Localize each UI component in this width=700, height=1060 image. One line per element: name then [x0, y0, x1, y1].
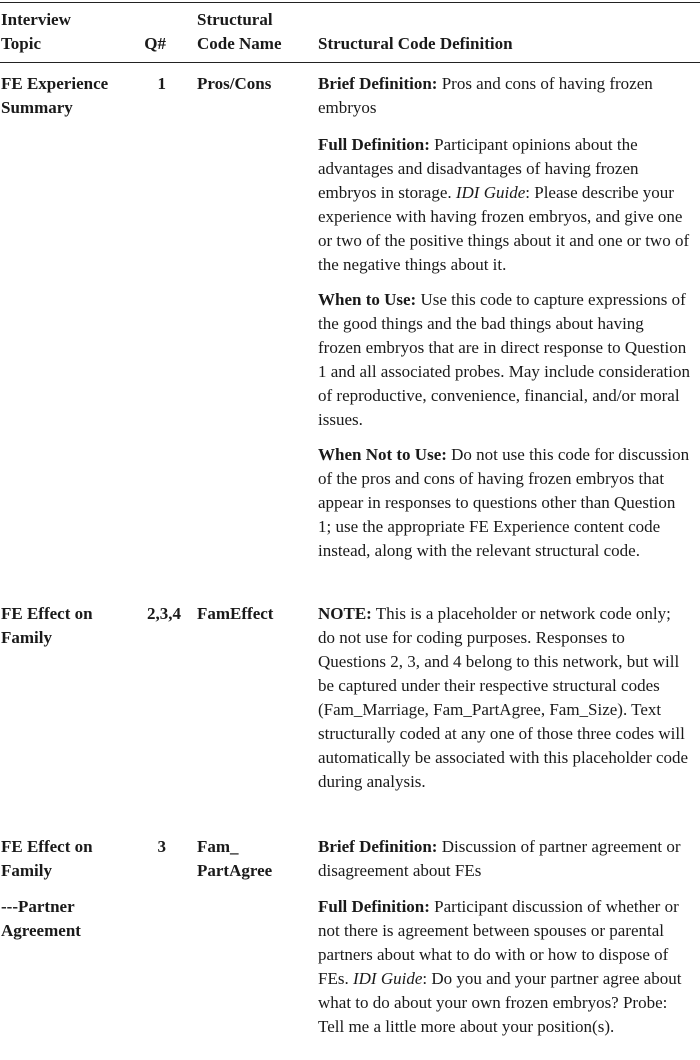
row2-topic	[1, 602, 135, 650]
row1-topic-line1: FE Experience	[1, 74, 109, 93]
header-name-line2: Code Name	[197, 34, 282, 53]
row1-when-to-use	[318, 288, 690, 432]
row3-topic-line2: Family	[1, 861, 52, 880]
row1-full-guide: IDI Guide	[455, 183, 526, 202]
header-definition: Structural Code Definition	[318, 34, 513, 53]
row3-full-text-1: Participant discussion of whether or not there is agreement between spouses or parental partners about what to do with or how to dispose of FEs.	[318, 897, 679, 988]
row1-full-label: Full Definition:	[318, 135, 430, 154]
row3-full-guide: IDI Guide	[352, 969, 423, 988]
row1-brief-text: Pros and cons of having frozen embryos	[318, 74, 653, 117]
header-topic-line1: Interview	[1, 10, 71, 29]
row3-q: 3	[157, 837, 166, 856]
header-name	[197, 8, 315, 56]
row3-full-label: Full Definition:	[318, 897, 430, 916]
row1-full-text-1: Participant opinions about the advantages and disadvantages of having frozen embryos in storage.	[318, 135, 639, 202]
row1-when-text: Use this code to capture expressions of the good things and the bad things about having frozen embryos that are in direct response to Question 1 and all associated probes. May include consideration of reproductive, convenience, financial, and/or moral issues.	[318, 290, 690, 429]
row2-note-label: NOTE:	[318, 604, 372, 623]
row2-code-name: FamEffect	[197, 604, 274, 623]
row2-topic-line2: Family	[1, 628, 52, 647]
row1-q: 1	[157, 74, 166, 93]
row3-brief-label: Brief Definition:	[318, 837, 438, 856]
row1-when-not-to-use	[318, 443, 690, 563]
row2-note	[318, 602, 690, 794]
row3-topic-line1: FE Effect on	[1, 837, 93, 856]
row1-full-definition	[318, 133, 690, 277]
row3-brief-definition	[318, 835, 690, 883]
row1-brief-definition	[318, 72, 690, 120]
row3-subtopic	[1, 895, 135, 943]
header-bottom-rule	[0, 62, 700, 63]
row3-sub-line1: ---Partner	[1, 897, 75, 916]
row2-topic-line1: FE Effect on	[1, 604, 93, 623]
row3-sub-line2: Agreement	[1, 921, 81, 940]
row2-note-text: This is a placeholder or network code only; do not use for coding purposes. Responses to Questions 2, 3, and 4 belong to this network, but will be captured under their respective structural codes (Fam_Marriage, Fam_PartAgree, Fam_Size). Text structurally coded at any one of those three codes will automatically be associated with this placeholder code during analysis.	[318, 604, 689, 791]
header-name-line1: Structural	[197, 10, 273, 29]
row1-when-label: When to Use:	[318, 290, 417, 309]
row1-whennot-label: When Not to Use:	[318, 445, 447, 464]
row2-q: 2,3,4	[147, 604, 181, 623]
row1-brief-label: Brief Definition:	[318, 74, 438, 93]
row3-name-line2: PartAgree	[197, 861, 273, 880]
row1-topic-line2: Summary	[1, 98, 73, 117]
row3-full-text-2: : Do you and your partner agree about what to do about your own frozen embryos? Probe: Tell me a little more about your position(s).	[318, 969, 682, 1036]
row3-code-name	[197, 835, 315, 883]
row3-topic	[1, 835, 135, 883]
header-q: Q#	[144, 34, 166, 53]
row3-name-line1: Fam_	[197, 837, 239, 856]
table-top-rule	[0, 2, 700, 3]
row3-full-definition	[318, 895, 690, 1039]
row1-topic	[1, 72, 135, 120]
row1-whennot-text: Do not use this code for discussion of the pros and cons of having frozen embryos that appear in responses to questions other than Question 1; use the appropriate FE Experience content code instead, along with the relevant structural code.	[318, 445, 690, 560]
header-topic-line2: Topic	[1, 34, 42, 53]
row1-full-text-2: : Please describe your experience with having frozen embryos, and give one or two of the positive things about it and one or two of the negative things about it.	[318, 183, 690, 274]
header-topic	[1, 8, 135, 56]
row1-code-name: Pros/Cons	[197, 74, 272, 93]
row3-brief-text: Discussion of partner agreement or disagreement about FEs	[318, 837, 681, 880]
